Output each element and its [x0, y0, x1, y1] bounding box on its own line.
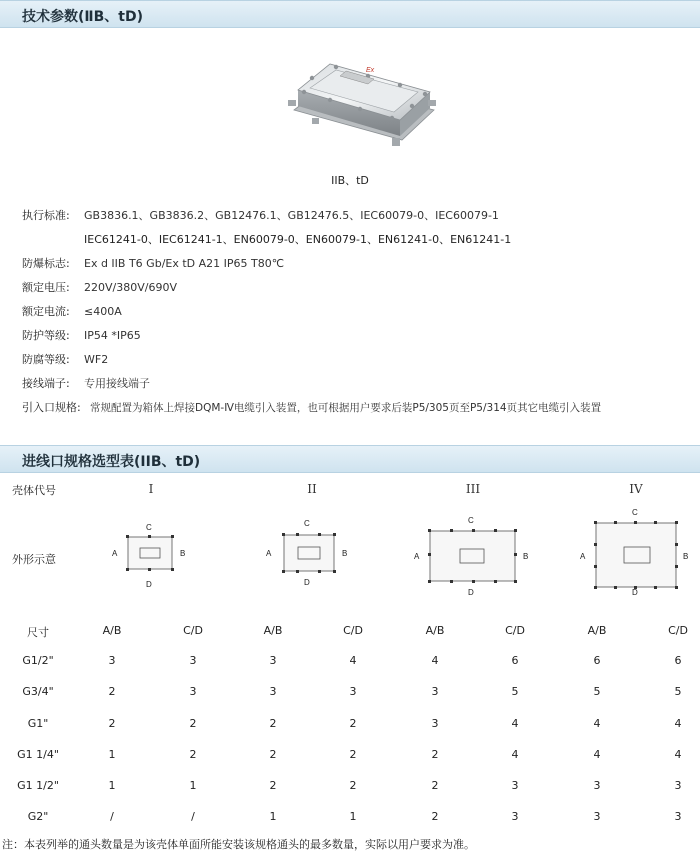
param-row	[22, 329, 141, 343]
ex-badge: Ex	[366, 67, 375, 74]
param-value-continued: IEC61241-0、IEC61241-1、EN60079-0、EN60079-1、EN61241-0、EN61241-1	[84, 233, 512, 246]
table-cell: 3	[349, 685, 357, 698]
table-cell: 2	[108, 685, 116, 698]
col-header-ab: A/B	[263, 624, 283, 637]
col-header-ab: A/B	[587, 624, 607, 637]
table-cell: 3	[189, 685, 197, 698]
table-cell: 3	[269, 685, 277, 698]
param-label: 引入口规格:	[22, 401, 81, 414]
table-cell: 6	[593, 654, 601, 667]
param-value: 专用接线端子	[84, 377, 150, 390]
param-value: 常规配置为箱体上焊接DQM-Ⅳ电缆引入装置，也可根据用户要求后装P5/305页至P5/314页其它电缆引入装置	[90, 402, 602, 414]
table-cell: /	[191, 810, 195, 823]
side-label-c-1: C	[146, 523, 152, 532]
shell-code-label: 壳体代号	[12, 484, 56, 497]
param-row	[22, 401, 601, 415]
side-label-d-2: D	[304, 578, 310, 587]
size-cell: G1 1/2"	[17, 779, 59, 792]
shell-code-4: IV	[629, 482, 643, 496]
shell-code-1: I	[148, 482, 154, 496]
table-cell: 3	[189, 654, 197, 667]
table-cell: 3	[674, 810, 682, 823]
table-cell: 2	[431, 810, 439, 823]
section-title-selection: 进线口规格选型表(IIB、tD)	[22, 454, 201, 470]
table-cell: 1	[189, 779, 197, 792]
table-cell: 6	[674, 654, 682, 667]
table-cell: /	[110, 810, 114, 823]
product-caption: IIB、tD	[331, 174, 369, 187]
section-header-technical	[0, 0, 700, 28]
side-label-b-2: B	[342, 549, 348, 558]
table-cell: 3	[269, 654, 277, 667]
section-title-technical: 技术参数(ⅡB、tD)	[22, 9, 144, 25]
shape-diagrams	[0, 505, 700, 595]
size-cell: G3/4"	[22, 685, 54, 698]
table-cell: 2	[349, 779, 357, 792]
table-cell: 2	[189, 717, 197, 730]
table-cell: 5	[674, 685, 682, 698]
table-cell: 3	[674, 779, 682, 792]
table-cell: 4	[431, 654, 439, 667]
side-label-a-2: A	[266, 549, 272, 558]
product-image	[282, 40, 442, 165]
table-cell: 4	[511, 748, 519, 761]
table-cell: 1	[349, 810, 357, 823]
table-cell: 4	[511, 717, 519, 730]
size-label: 尺寸	[27, 626, 49, 639]
col-header-cd: C/D	[668, 624, 688, 637]
param-label: 额定电流:	[22, 305, 70, 318]
side-label-a-3: A	[414, 552, 420, 561]
table-cell: 6	[511, 654, 519, 667]
table-cell: 3	[511, 779, 519, 792]
side-label-b-3: B	[523, 552, 529, 561]
param-label: 接线端子:	[22, 377, 70, 390]
side-label-c-2: C	[304, 519, 310, 528]
table-cell: 4	[349, 654, 357, 667]
side-label-b-1: B	[180, 549, 186, 558]
table-cell: 5	[593, 685, 601, 698]
table-cell: 1	[269, 810, 277, 823]
table-cell: 2	[431, 779, 439, 792]
side-label-c-4: C	[632, 508, 638, 517]
table-cell: 2	[349, 717, 357, 730]
table-note: 注：本表列举的通头数量是为该壳体单面所能安装该规格通头的最多数量，实际以用户要求为准。	[2, 838, 475, 851]
table-cell: 3	[431, 717, 439, 730]
size-cell: G2"	[27, 810, 49, 823]
param-label: 防爆标志:	[22, 257, 70, 270]
table-cell: 2	[108, 717, 116, 730]
section-header-selection	[0, 445, 700, 473]
table-cell: 3	[511, 810, 519, 823]
param-row	[22, 377, 150, 391]
table-cell: 4	[593, 717, 601, 730]
side-label-d-3: D	[468, 588, 474, 595]
shell-code-2: II	[307, 482, 317, 496]
table-cell: 2	[269, 717, 277, 730]
table-cell: 4	[674, 748, 682, 761]
table-cell: 2	[431, 748, 439, 761]
size-cell: G1"	[27, 717, 49, 730]
table-cell: 4	[593, 748, 601, 761]
param-value: IP54 *IP65	[84, 329, 141, 342]
param-value: Ex d IIB T6 Gb/Ex tD A21 IP65 T80℃	[84, 257, 285, 270]
param-row	[22, 305, 122, 319]
table-cell: 4	[674, 717, 682, 730]
table-cell: 2	[189, 748, 197, 761]
table-cell: 1	[108, 779, 116, 792]
param-label: 防腐等级:	[22, 353, 70, 366]
col-header-ab: A/B	[425, 624, 445, 637]
table-cell: 2	[349, 748, 357, 761]
param-value: 220V/380V/690V	[84, 281, 177, 294]
side-label-c-3: C	[468, 516, 474, 525]
param-row	[22, 209, 499, 223]
param-value: WF2	[84, 353, 109, 366]
col-header-cd: C/D	[183, 624, 203, 637]
param-row	[22, 281, 177, 295]
table-cell: 1	[108, 748, 116, 761]
col-header-ab: A/B	[102, 624, 122, 637]
param-row	[22, 353, 108, 367]
table-cell: 3	[431, 685, 439, 698]
shell-code-3: III	[465, 482, 481, 496]
col-header-cd: C/D	[505, 624, 525, 637]
param-row	[22, 257, 284, 271]
param-label: 额定电压:	[22, 281, 70, 294]
side-label-d-4: D	[632, 588, 638, 595]
col-header-cd: C/D	[343, 624, 363, 637]
size-cell: G1 1/4"	[17, 748, 59, 761]
size-cell: G1/2"	[22, 654, 54, 667]
table-cell: 3	[108, 654, 116, 667]
side-label-d-1: D	[146, 580, 152, 589]
param-label: 防护等级:	[22, 329, 70, 342]
table-cell: 5	[511, 685, 519, 698]
table-cell: 2	[269, 748, 277, 761]
param-label: 执行标准:	[22, 209, 70, 222]
table-cell: 3	[593, 810, 601, 823]
table-cell: 2	[269, 779, 277, 792]
side-label-b-4: B	[683, 552, 689, 561]
param-value: GB3836.1、GB3836.2、GB12476.1、GB12476.5、IEC60079-0、IEC60079-1	[84, 209, 499, 222]
shape-label: 外形示意	[12, 553, 56, 566]
side-label-a-4: A	[580, 552, 586, 561]
table-cell: 3	[593, 779, 601, 792]
param-value: ≤400A	[84, 305, 122, 318]
side-label-a-1: A	[112, 549, 118, 558]
